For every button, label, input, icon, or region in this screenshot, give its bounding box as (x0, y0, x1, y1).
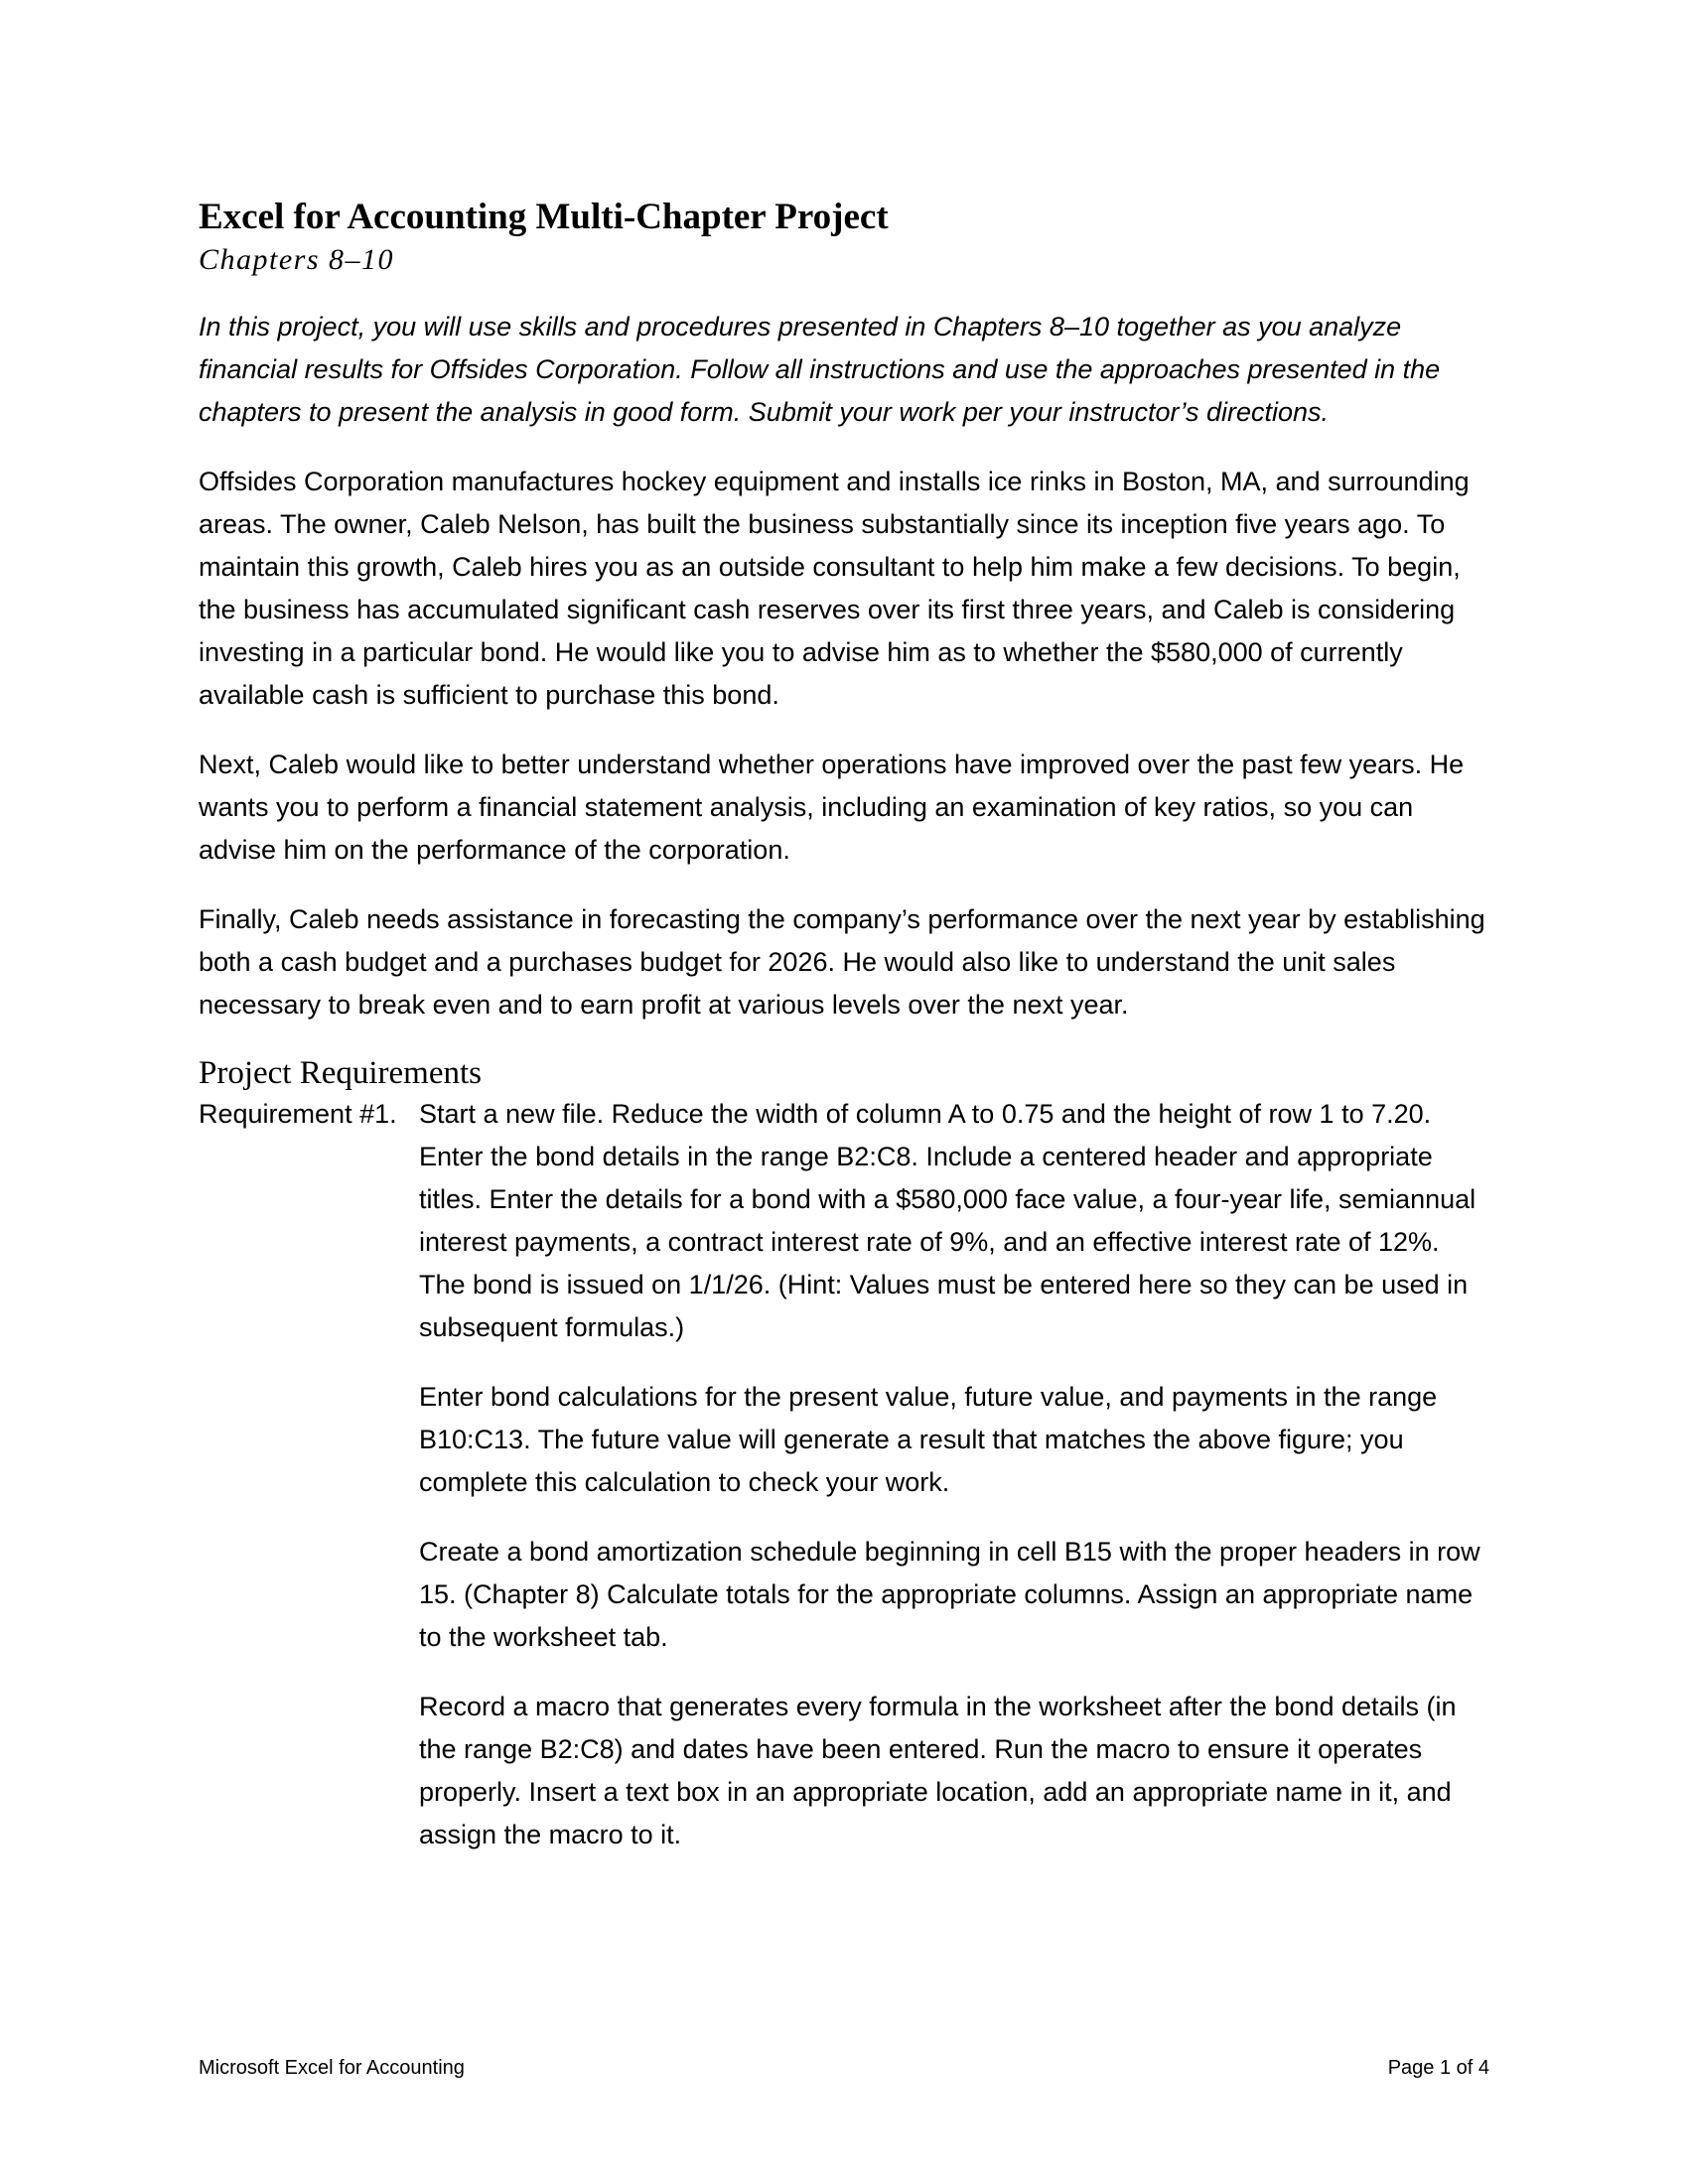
requirement-paragraph-2: Enter bond calculations for the present value, future value, and payments in the range B10:C13. The future value will generate a result that matches the above figure; you complete this calculation to check your work. (419, 1382, 1438, 1497)
page-number: Page 1 of 4 (1387, 2057, 1489, 2079)
footer-left-text: Microsoft Excel for Accounting (199, 2057, 465, 2079)
document-title: Excel for Accounting Multi-Chapter Project (199, 197, 889, 237)
body-paragraph-1: Offsides Corporation manufactures hockey equipment and installs ice rinks in Boston, MA, and surrounding areas. The owner, Caleb Nelson, has built the business substantially since its inception five years ago. To maintain this growth, Caleb hires you as an outside consultant to help him make a few decisions. To begin, the business has accumulated significant cash reserves over its first three years, and Caleb is considering investing in a particular bond. He would like you to advise him as to whether the $580,000 of currently available cash is sufficient to purchase this bond. (199, 467, 1470, 710)
requirement-paragraph-4: Record a macro that generates every formula in the worksheet after the bond details (in the range B2:C8) and dates have been entered. Run the macro to ensure it operates properly. Insert a text box in an appropriate location, add an appropriate name in it, and assign the macro to it. (419, 1692, 1457, 1849)
requirement-body (419, 1093, 1489, 1883)
section-heading: Project Requirements (199, 1055, 483, 1091)
requirement-paragraph-1: Start a new file. Reduce the width of column A to 0.75 and the height of row 1 to 7.20. Enter the bond details in the range B2:C8. Include a centered header and appropriate titles. Enter the details for a bond with a $580,000 face value, a four-year life, semiannual interest payments, a contract interest rate of 9%, and an effective interest rate of 12%. The bond is issued on 1/1/26. (Hint: Values must be entered here so they can be used in subsequent formulas.) (419, 1099, 1477, 1342)
requirement-paragraph-3: Create a bond amortization schedule beginning in cell B15 with the proper headers in row 15. (Chapter 8) Calculate totals for the appropriate columns. Assign an appropriate name to the worksheet tab. (419, 1537, 1480, 1652)
intro-paragraph: In this project, you will use skills and procedures presented in Chapters 8–10 together as you analyze financial results for Offsides Corporation. Follow all instructions and use the approaches presented in the chapters to present the analysis in good form. Submit your work per your instructor’s directions. (199, 312, 1441, 427)
body-paragraph-3: Finally, Caleb needs assistance in forecasting the company’s performance over the next year by establishing both a cash budget and a purchases budget for 2026. He would also like to understand the unit sales necessary to break even and to earn profit at various levels over the next year. (199, 904, 1485, 1020)
document-subtitle: Chapters 8–10 (199, 243, 395, 276)
page-footer (199, 2055, 1489, 2081)
requirement-label: Requirement #1. (199, 1099, 397, 1129)
page-content (199, 195, 1489, 1883)
body-paragraph-2: Next, Caleb would like to better understand whether operations have improved over the past few years. He wants you to perform a financial statement analysis, including an examination of key ratios, so you can advise him on the performance of the corporation. (199, 750, 1465, 865)
requirement-1 (199, 1093, 1489, 1883)
